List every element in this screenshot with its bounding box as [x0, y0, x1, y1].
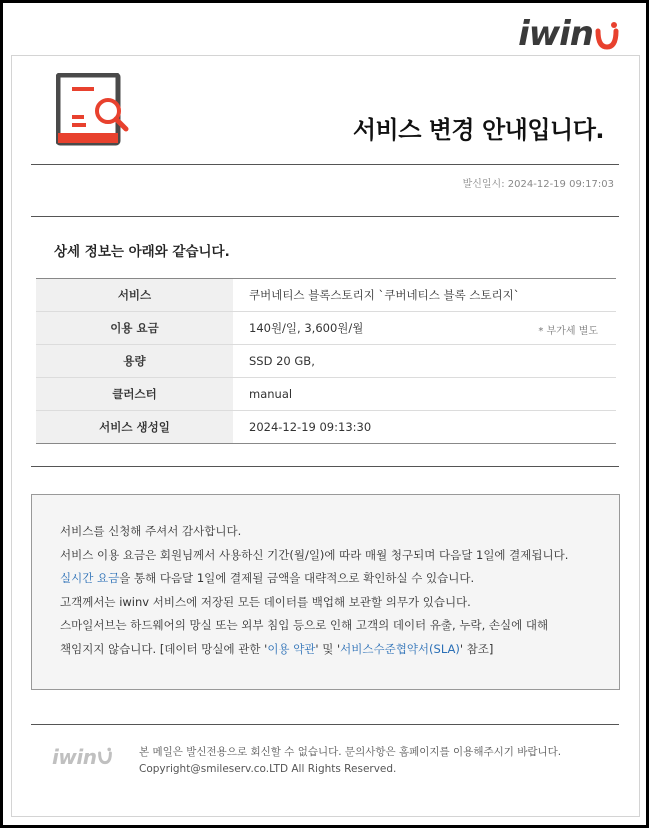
value-text: 2024-12-19 09:13:30	[249, 420, 372, 434]
mail-body-panel	[11, 55, 640, 817]
value-text: SSD 20 GB,	[249, 354, 315, 368]
sent-datetime: 발신일시: 2024-12-19 09:17:03	[462, 179, 614, 190]
sla-link[interactable]: 서비스수준협약서(SLA)	[340, 641, 460, 656]
smile-v-icon	[97, 747, 113, 765]
row-label: 서비스 생성일	[36, 411, 233, 444]
sent-label: 발신일시	[462, 179, 502, 190]
row-value	[233, 279, 616, 312]
value-text: 140원/일, 3,600원/월	[249, 321, 364, 335]
row-label: 이용 요금	[36, 312, 233, 345]
row-value	[233, 345, 616, 378]
notice-text: 을 통해 다음달 1일에 결제될 금액을 대략적으로 확인하실 수 있습니다.	[119, 571, 475, 586]
details-heading: 상세 정보는 아래와 같습니다.	[54, 244, 230, 260]
row-label: 서비스	[36, 279, 233, 312]
sent-value: 2024-12-19 09:17:03	[507, 179, 614, 190]
table-row	[36, 345, 616, 378]
footer-copyright: Copyright@smileserv.co.LTD All Rights Reserved.	[139, 763, 397, 775]
service-details-table	[36, 278, 616, 444]
notice-line: 스마일서브는 하드웨어의 망실 또는 외부 침입 등으로 인해 고객의 데이터 유출, 누락, 손실에 대해	[60, 618, 549, 633]
row-label: 용량	[36, 345, 233, 378]
notice-line: 서비스를 신청해 주셔서 감사합니다.	[60, 524, 242, 538]
table-row	[36, 312, 616, 345]
row-label: 클러스터	[36, 378, 233, 411]
notice-box	[31, 494, 620, 690]
notice-line	[60, 638, 568, 662]
notice-text: ' 참조]	[459, 641, 494, 656]
row-value	[233, 378, 616, 411]
notice-text: ' 및 '	[315, 641, 341, 656]
vat-note: * 부가세 별도	[538, 326, 598, 337]
table-row	[36, 279, 616, 312]
notice-line: 고객께서는 iwinv 서비스에 저장된 모든 데이터를 백업해 보관할 의무가 있습니다.	[60, 594, 471, 609]
table-row	[36, 378, 616, 411]
footer-notice: 본 메일은 발신전용으로 회신할 수 없습니다. 문의사항은 홈페이지를 이용해주시기 바랍니다.	[139, 746, 562, 758]
value-text: manual	[249, 387, 293, 401]
row-value	[233, 411, 616, 444]
footer-logo-text: iwin	[52, 745, 97, 769]
document-search-icon	[56, 73, 136, 153]
footer-logo	[52, 745, 113, 769]
divider	[31, 724, 619, 725]
table-row	[36, 411, 616, 444]
realtime-fee-link[interactable]: 실시간 요금	[60, 571, 120, 586]
iwinv-logo[interactable]	[518, 11, 620, 54]
notice-text: 책임지지 않습니다. [데이터 망실에 관한 '	[60, 641, 268, 656]
divider	[31, 164, 619, 165]
terms-link[interactable]: 이용 약관	[267, 641, 316, 656]
smile-v-icon	[594, 21, 620, 51]
page-title: 서비스 변경 안내입니다.	[352, 116, 604, 144]
notice-line: 서비스 이용 요금은 회원님께서 사용하신 기간(월/일)에 따라 매월 청구되며 다음달 1일에 결제됩니다.	[60, 547, 569, 562]
value-text: 쿠버네티스 블록스토리지 `쿠버네티스 블록 스토리지`	[249, 288, 520, 302]
divider	[31, 466, 619, 467]
logo-text: iwin	[518, 14, 593, 54]
row-value	[233, 312, 616, 345]
notice-line	[60, 567, 568, 591]
divider	[31, 216, 619, 217]
